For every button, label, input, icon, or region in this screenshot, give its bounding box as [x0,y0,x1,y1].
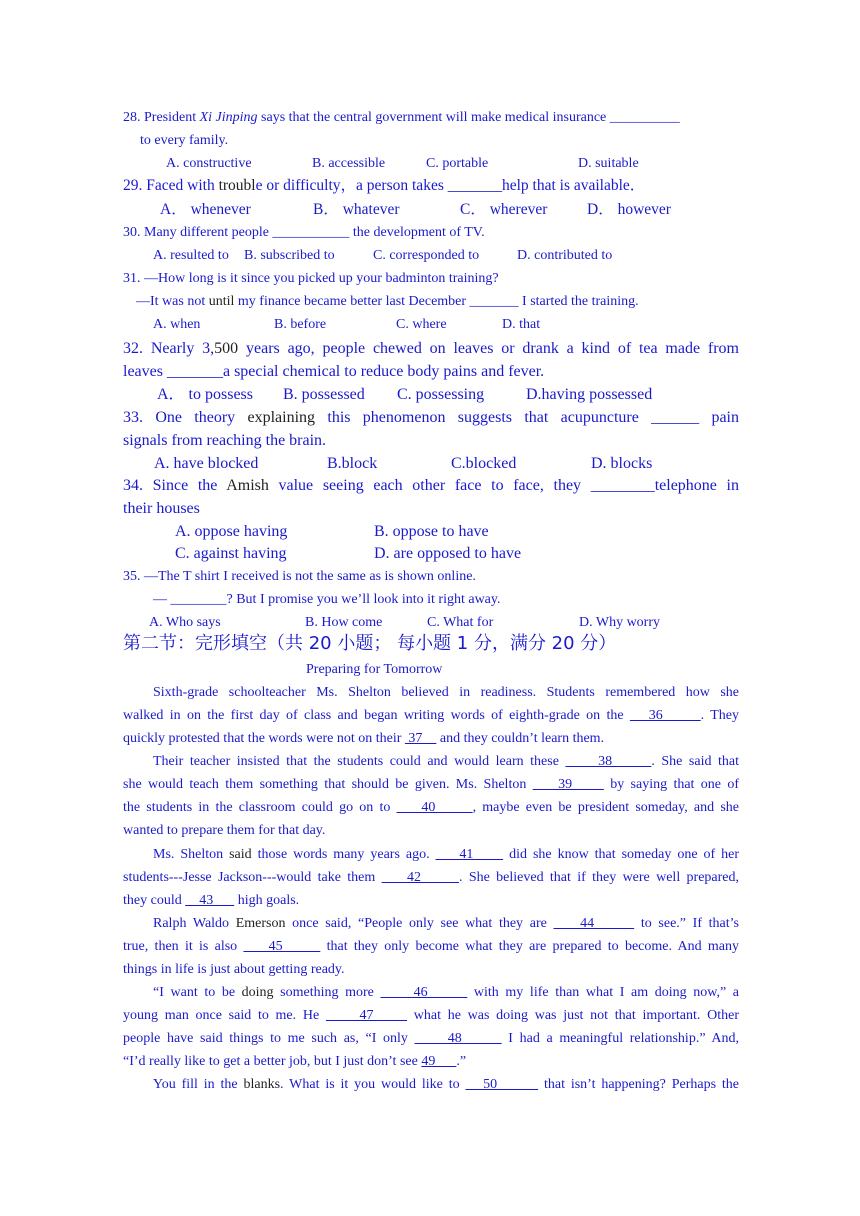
section-heading: 第二节：完形填空（共 20 小题； 每小题 1 分，满分 20 分） [123,633,617,654]
passage-line-10: they could 43 high goals. [123,893,300,908]
passage-line-17: “I’d really like to get a better job, but I just don’t see 49 .” [123,1054,467,1069]
q28-option-d: D. suitable [578,156,639,171]
passage-line-18: You fill in the blanks. What is it you would like to 50 that isn’t happening? Perhaps the [153,1077,739,1092]
q34-option-c: C. against having [175,545,287,562]
q33-stem: 33. One theory explaining this phenomenon suggests that acupuncture ______ pain [123,409,739,426]
q30-stem: 30. Many different people ___________ the development of TV. [123,225,485,240]
q28-stem-line2: to every family. [140,133,229,148]
q34-option-d: D. are opposed to have [374,545,522,562]
blank-36: 36 [629,708,701,723]
passage-title: Preparing for Tomorrow [306,662,443,677]
passage-line-8: Ms. Shelton said those words many years ago. 41 did she know that someday one of her [153,847,739,862]
blank-41: 41 [435,847,504,862]
q30-option-d: D. contributed to [517,248,613,263]
q29-option-d: D． however [587,201,671,218]
q30-option-a: A. resulted to [153,248,229,263]
q35-option-b: B. How come [305,615,383,630]
q31-stem: 31. —How long is it since you picked up your badminton training? [123,271,499,286]
q31-option-b: B. before [274,317,327,332]
blank-45: 45 [243,939,321,954]
q28-name: Xi Jinping [199,110,258,125]
q35-option-a: A. Who says [149,615,221,630]
q31-option-c: C. where [396,317,447,332]
blank-46: 46 [380,985,468,1000]
passage-line-13: things in life is just about getting ready. [123,962,345,977]
passage-line-16: people have said things to me such as, “I only 48 I had a meaningful relationship.” And, [123,1031,740,1046]
q31-answer-line: —It was not until my finance became better last December _______ I started the training. [136,294,639,309]
q34-option-b: B. oppose to have [374,523,489,540]
passage-line-15: young man once said to me. He 47 what he was doing was just not that important. Other [123,1008,739,1023]
q29-option-a: A． whenever [160,201,251,218]
q29-stem: 29. Faced with trouble or difficulty，a person takes _______help that is available． [123,177,646,194]
passage-line-7: wanted to prepare them for that day. [123,823,326,838]
blank-49: 49 [421,1054,457,1069]
q32-stem: 32. Nearly 3,500 years ago, people chewed on leaves or drank a kind of tea made from [123,340,740,357]
q28-stem: 28. President Xi Jinping says that the central government will make medical insurance __________ [123,110,680,125]
q33-option-a: A. have blocked [154,455,259,472]
q31-option-a: A. when [153,317,201,332]
blank-42: 42 [381,870,459,885]
blank-50: 50 [465,1077,539,1092]
q35-option-d: D. Why worry [579,615,661,630]
q31-option-d: D. that [502,317,541,332]
passage-line-2: walked in on the first day of class and began writing words of eighth-grade on the 36 . They [123,708,739,723]
q32-option-b: B. possessed [283,386,365,403]
q33-option-d: D. blocks [591,455,653,472]
blank-43: 43 [185,893,235,908]
q35-stem: 35. —The T shirt I received is not the same as is shown online. [123,569,476,584]
q28-option-a: A. constructive [166,156,252,171]
q32-stem-line2: leaves _______a special chemical to reduce body pains and fever. [123,363,545,380]
q34-option-a: A. oppose having [175,523,288,540]
q32-option-a: A． to possess [157,386,254,403]
passage-line-4: Their teacher insisted that the students could and would learn these 38 . She said that [153,754,740,769]
q32-option-c: C. possessing [397,386,485,403]
q35-answer-line: — ________? But I promise you we’ll look into it right away. [153,592,501,607]
q33-option-b: B.block [327,455,378,472]
passage-line-1: Sixth-grade schoolteacher Ms. Shelton believed in readiness. Students remembered how she [153,685,739,700]
q29-option-b: B． whatever [313,201,400,218]
passage-line-14: “I want to be doing something more 46 with my life than what I am doing now,” a [153,985,739,1000]
q34-stem: 34. Since the Amish value seeing each other face to face, they ________telephone in [123,477,739,494]
passage-line-9: students---Jesse Jackson---would take them 42 . She believed that if they were well prepared, [123,870,740,885]
passage-line-6: the students in the classroom could go on to 40 , maybe even be president someday, and she [123,800,739,815]
blank-39: 39 [532,777,604,792]
q28-option-c: C. portable [426,156,489,171]
passage-line-11: Ralph Waldo Emerson once said, “People only see what they are 44 to see.” If that’s [153,916,739,931]
blank-38: 38 [565,754,652,769]
q33-stem-line2: signals from reaching the brain. [123,432,327,449]
blank-47: 47 [325,1008,408,1023]
passage-line-3: quickly protested that the words were not on their 37 and they couldn’t learn them. [123,731,605,746]
blank-37: 37 [404,731,437,746]
q32-option-d: D.having possessed [526,386,653,403]
blank-44: 44 [553,916,635,931]
blank-40: 40 [396,800,473,815]
q30-option-b: B. subscribed to [244,248,335,263]
q34-stem-line2: their houses [123,500,200,517]
q35-option-c: C. What for [427,615,494,630]
q33-option-c: C.blocked [451,455,517,472]
q30-option-c: C. corresponded to [373,248,480,263]
q29-option-c: C． wherever [460,201,548,218]
passage-line-5: she would teach them something that should be given. Ms. Shelton 39 by saying that one of [123,777,740,792]
passage-line-12: true, then it is also 45 that they only become what they are prepared to become. And many [123,939,739,954]
q28-option-b: B. accessible [312,156,386,171]
blank-48: 48 [414,1031,502,1046]
